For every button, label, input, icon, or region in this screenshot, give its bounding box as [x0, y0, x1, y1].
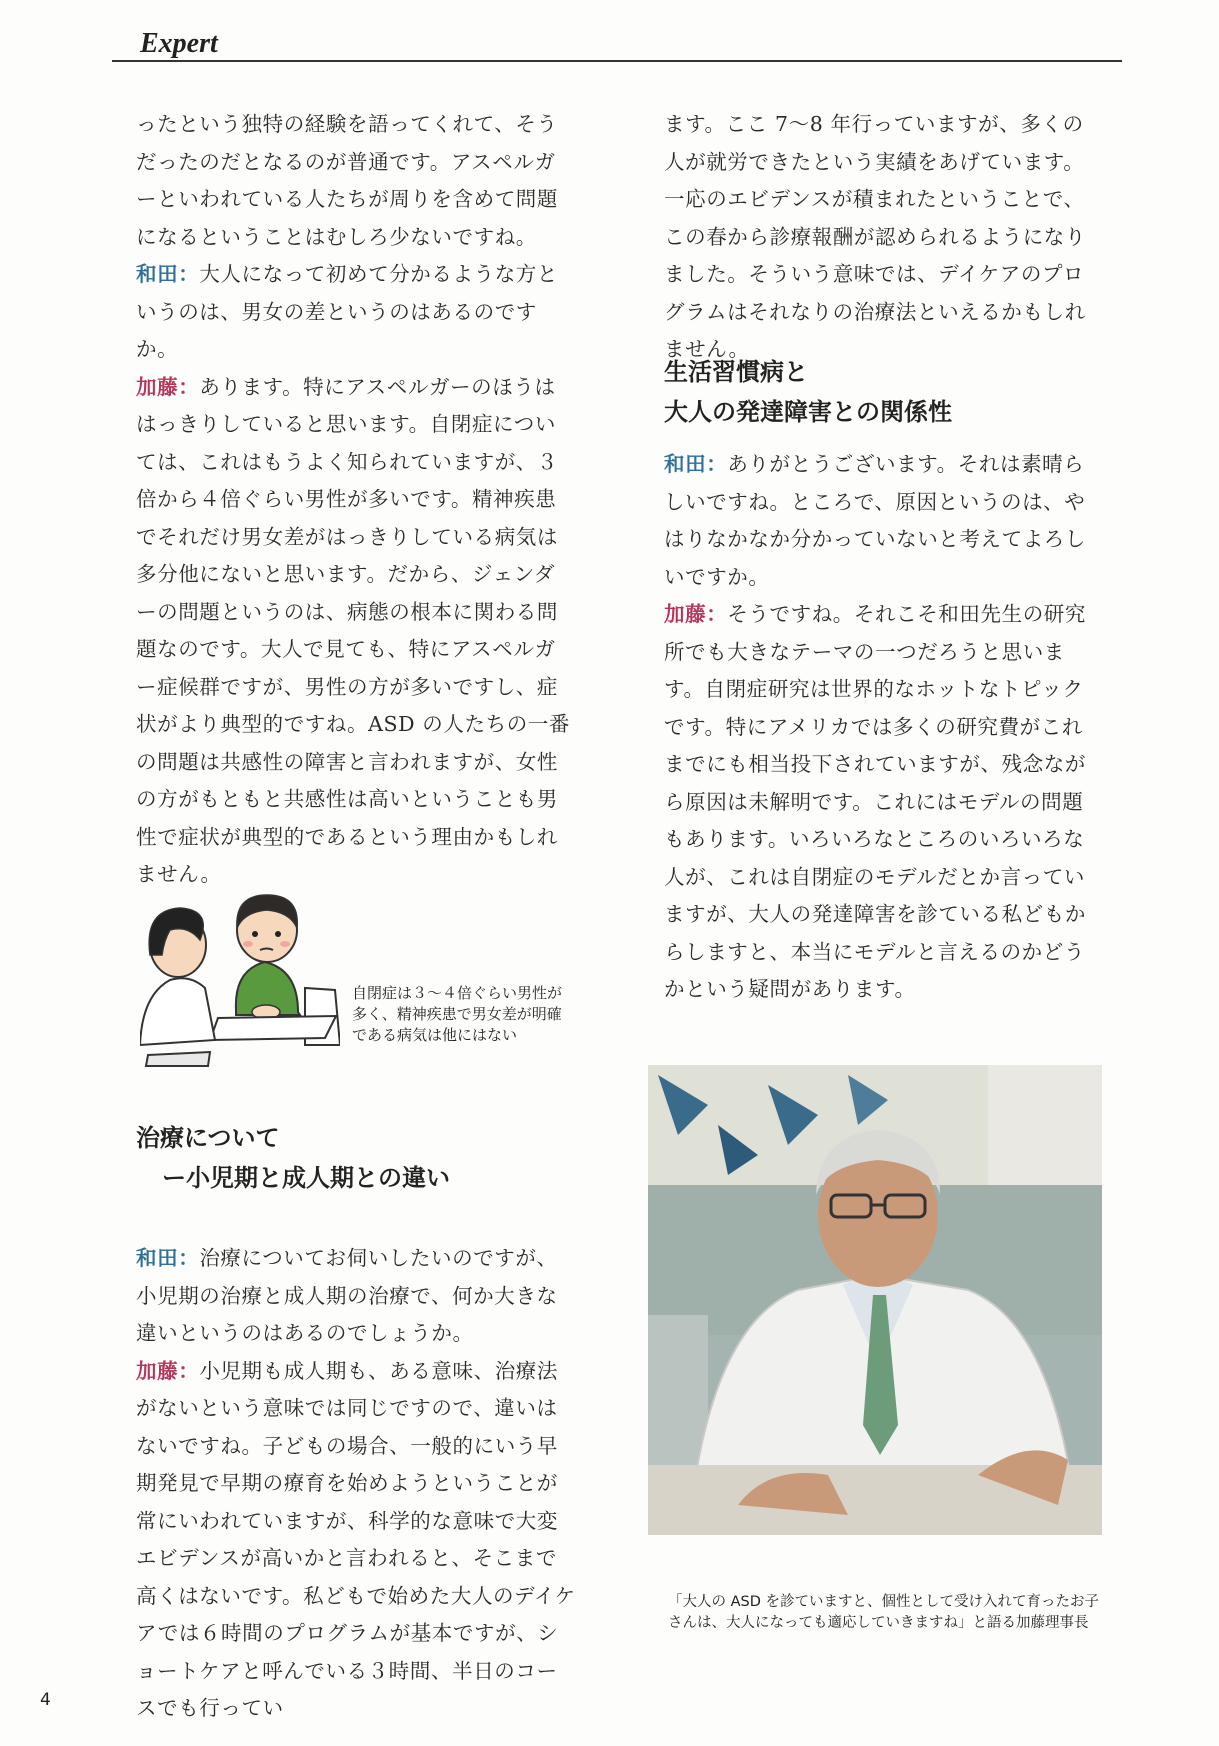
speaker-kato: 加藤：: [664, 602, 728, 626]
illustration-caption: 自閉症は３〜４倍ぐらい男性が多く、精神疾患で男女差が明確である病気は他にはない: [352, 984, 563, 1044]
speaker-wada: 和田：: [664, 452, 728, 476]
heading-line: 治療について: [136, 1124, 280, 1152]
section-heading-treatment: [136, 1118, 450, 1198]
paragraph: [664, 446, 1104, 596]
left-column-top: [136, 106, 576, 894]
left-column-bottom: [136, 1240, 576, 1728]
paragraph: [664, 106, 1104, 369]
page-number: 4: [40, 1690, 51, 1710]
speaker-wada: 和田：: [136, 1246, 200, 1270]
paragraph-text: ありがとうございます。それは素晴らしいですね。ところで、原因というのは、やはりなかなか分かっていないと考えてよろしいですか。: [664, 452, 1086, 589]
right-column-top: [664, 106, 1104, 369]
magazine-section-title: Expert: [140, 28, 218, 59]
paragraph-text: あります。特にアスペルガーのほうははっきりしていると思います。自閉症については、これはもうよく知られていますが、３倍から４倍ぐらい男性が多いです。精神疾患でそれだけ男女差がはっきりしている病気は多分他にないと思います。だから、ジェンダーの問題というのは、病態の根本に関わる問題なのです。大人で見ても、特にアスペルガー症候群ですが、男性の方が多いですし、症状がより典型的ですね。ASD の人たちの一番の問題は共感性の障害と言われますが、女性の方がもともと共感性は高いということも男性で症状が典型的であるという理由かもしれません。: [136, 374, 570, 886]
speaker-kato: 加藤：: [136, 374, 200, 399]
paragraph: [136, 106, 576, 256]
paragraph: [136, 256, 576, 369]
interview-photo: [648, 1065, 1102, 1535]
speaker-kato: 加藤：: [136, 1358, 200, 1383]
speaker-wada: 和田：: [136, 262, 200, 286]
heading-line: ー小児期と成人期との違い: [162, 1164, 450, 1192]
paragraph: [136, 1353, 576, 1728]
paragraph-text: 小児期も成人期も、ある意味、治療法がないという意味では同じですので、違いはないですね。子どもの場合、一般的にいう早期発見で早期の療育を始めようということが常にいわれていますが、科学的な意味で大変エビデンスが高いかと言われると、そこまで高くはないです。私どもで始めた大人のデイケアでは６時間のプログラムが基本ですが、ショートケアと呼んでいる３時間、半日のコースでも行ってい: [136, 1358, 576, 1720]
paragraph-text: ます。ここ 7〜8 年行っていますが、多くの人が就労できたという実績をあげています。一応のエビデンスが積まれたということで、この春から診療報酬が認められるようになりました。そういう意味では、デイケアのプログラムはそれなりの治療法といえるかもしれません。: [664, 112, 1086, 361]
heading-line: 生活習慣病と: [664, 358, 808, 386]
heading-line: 大人の発達障害との関係性: [664, 398, 952, 426]
paragraph-text: 治療についてお伺いしたいのですが、小児期の治療と成人期の治療で、何か大きな違いというのはあるのでしょうか。: [136, 1246, 558, 1345]
header-rule: [112, 60, 1122, 62]
doctor-consultation-illustration: [140, 870, 340, 1070]
paragraph: [664, 596, 1104, 1009]
paragraph: [136, 1240, 576, 1353]
paragraph-text: 大人になって初めて分かるような方というのは、男女の差というのはあるのですか。: [136, 262, 559, 361]
paragraph-text: そうですね。それこそ和田先生の研究所でも大きなテーマの一つだろうと思います。自閉症研究は世界的なホットなトピックです。特にアメリカでは多くの研究費がこれまでにも相当投下されていますが、残念ながら原因は未解明です。これにはモデルの問題もあります。いろいろなところのいろいろな人が、これは自閉症のモデルだとか言っていますが、大人の発達障害を診ている私どもからしますと、本当にモデルと言えるのかどうかという疑問があります。: [664, 602, 1087, 1001]
photo-caption: 「大人の ASD を診ていますと、個性として受け入れて育ったお子さんは、大人になっても適応していきますね」と語る加藤理事長: [668, 1594, 1100, 1631]
paragraph-text: ったという独特の経験を語ってくれて、そうだったのだとなるのが普通です。アスペルガーといわれている人たちが周りを含めて問題になるということはむしろ少ないですね。: [136, 112, 558, 249]
right-column-mid: [664, 446, 1104, 1009]
paragraph: [136, 369, 576, 894]
section-heading-lifestyle: [664, 352, 952, 432]
